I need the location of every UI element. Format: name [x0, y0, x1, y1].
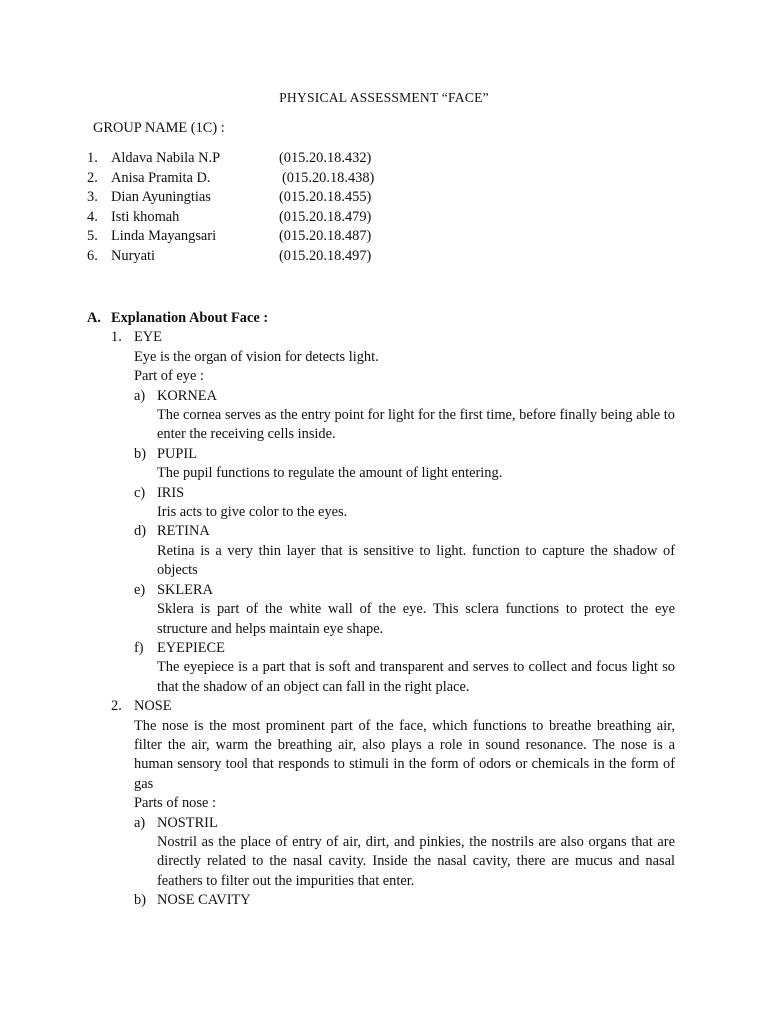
- eye-part-heading: [87, 387, 675, 406]
- member-id: (015.20.18.438): [282, 169, 375, 186]
- member-number: 3.: [87, 189, 98, 206]
- member-row: [87, 208, 507, 228]
- section-a: [87, 309, 675, 911]
- nose-part-desc: Nostril as the place of entry of air, dirt, and pinkies, the nostrils are also organs that are directly related to the nasal cavity. Inside the nasal cavity, there are mucus and nasal feathers to filter out the impurities that enter.: [157, 833, 675, 889]
- eye-intro: Eye is the organ of vision for detects light.: [134, 348, 379, 365]
- member-name: Nuryati: [111, 247, 155, 264]
- eye-part-desc: Iris acts to give color to the eyes.: [157, 504, 348, 521]
- nose-intro: The nose is the most prominent part of the face, which functions to breathe breathing air, filter the air, warm the breathing air, also plays a role in sound resonance. The nose is a human sensory tool that responds to stimuli in the form of odors or chemicals in the form of gas: [134, 717, 675, 792]
- item-number: 1.: [111, 329, 122, 346]
- member-id: (015.20.18.487): [279, 228, 372, 245]
- member-name: Linda Mayangsari: [111, 228, 217, 245]
- member-id: (015.20.18.497): [279, 247, 372, 264]
- section-label: A.: [87, 310, 101, 326]
- member-number: 6.: [87, 247, 98, 264]
- part-label: e): [134, 581, 146, 598]
- part-name: NOSTRIL: [157, 814, 218, 831]
- member-number: 5.: [87, 228, 98, 245]
- part-label: c): [134, 484, 146, 501]
- member-number: 1.: [87, 150, 98, 166]
- part-name: RETINA: [157, 523, 210, 540]
- item-number: 2.: [111, 698, 122, 715]
- member-name: Dian Ayuningtias: [111, 189, 211, 206]
- member-id: (015.20.18.455): [279, 189, 372, 206]
- nose-part-heading: [87, 814, 675, 833]
- nose-parts-label: Parts of nose :: [134, 795, 216, 812]
- part-label: d): [134, 523, 146, 540]
- eye-part-heading: [87, 639, 675, 658]
- nose-heading: [87, 697, 675, 716]
- eye-part-desc: The eyepiece is a part that is soft and transparent and serves to collect and focus light so that the shadow of an object can fall in the right place.: [157, 659, 675, 695]
- member-row: [87, 227, 507, 247]
- part-name: IRIS: [157, 484, 185, 501]
- member-number: 4.: [87, 208, 98, 225]
- part-label: b): [134, 445, 146, 462]
- member-number: 2.: [87, 169, 98, 186]
- group-name-label: GROUP NAME (1C) :: [93, 120, 225, 136]
- member-name: Isti khomah: [111, 208, 180, 225]
- section-heading-text: Explanation About Face :: [111, 310, 269, 326]
- member-row: [87, 188, 507, 208]
- eye-part-heading: [87, 522, 675, 541]
- member-id: (015.20.18.432): [279, 150, 372, 166]
- member-name: Anisa Pramita D.: [111, 169, 211, 186]
- eye-part-heading: [87, 484, 675, 503]
- eye-part-heading: [87, 581, 675, 600]
- part-label: a): [134, 814, 146, 831]
- member-row: [87, 149, 507, 169]
- eye-parts-label: Part of eye :: [134, 368, 204, 385]
- eye-part-desc: Sklera is part of the white wall of the eye. This sclera functions to protect the eye structure and helps maintain eye shape.: [157, 601, 675, 637]
- part-name: EYEPIECE: [157, 639, 225, 656]
- eye-part-desc: The pupil functions to regulate the amount of light entering.: [157, 465, 503, 482]
- nose-part-heading: [87, 891, 675, 910]
- document-title: PHYSICAL ASSESSMENT “FACE”: [279, 90, 489, 105]
- part-name: SKLERA: [157, 581, 213, 598]
- part-name: NOSE CAVITY: [157, 892, 251, 909]
- eye-part-desc: Retina is a very thin layer that is sensitive to light. function to capture the shadow of objects: [157, 542, 675, 579]
- item-title: EYE: [134, 329, 162, 346]
- member-id: (015.20.18.479): [279, 208, 372, 225]
- part-name: KORNEA: [157, 387, 217, 404]
- part-label: f): [134, 639, 144, 656]
- member-name: Aldava Nabila N.P: [111, 150, 221, 166]
- member-row: [87, 169, 507, 189]
- member-row: [87, 247, 507, 267]
- part-label: a): [134, 387, 146, 404]
- part-name: PUPIL: [157, 445, 197, 462]
- member-list: [87, 149, 507, 267]
- section-a-heading: [87, 309, 675, 328]
- part-label: b): [134, 892, 146, 909]
- eye-part-desc: The cornea serves as the entry point for light for the first time, before finally being able to enter the receiving cells inside.: [157, 407, 675, 443]
- eye-heading: [87, 328, 675, 347]
- eye-part-heading: [87, 445, 675, 464]
- item-title: NOSE: [134, 698, 172, 715]
